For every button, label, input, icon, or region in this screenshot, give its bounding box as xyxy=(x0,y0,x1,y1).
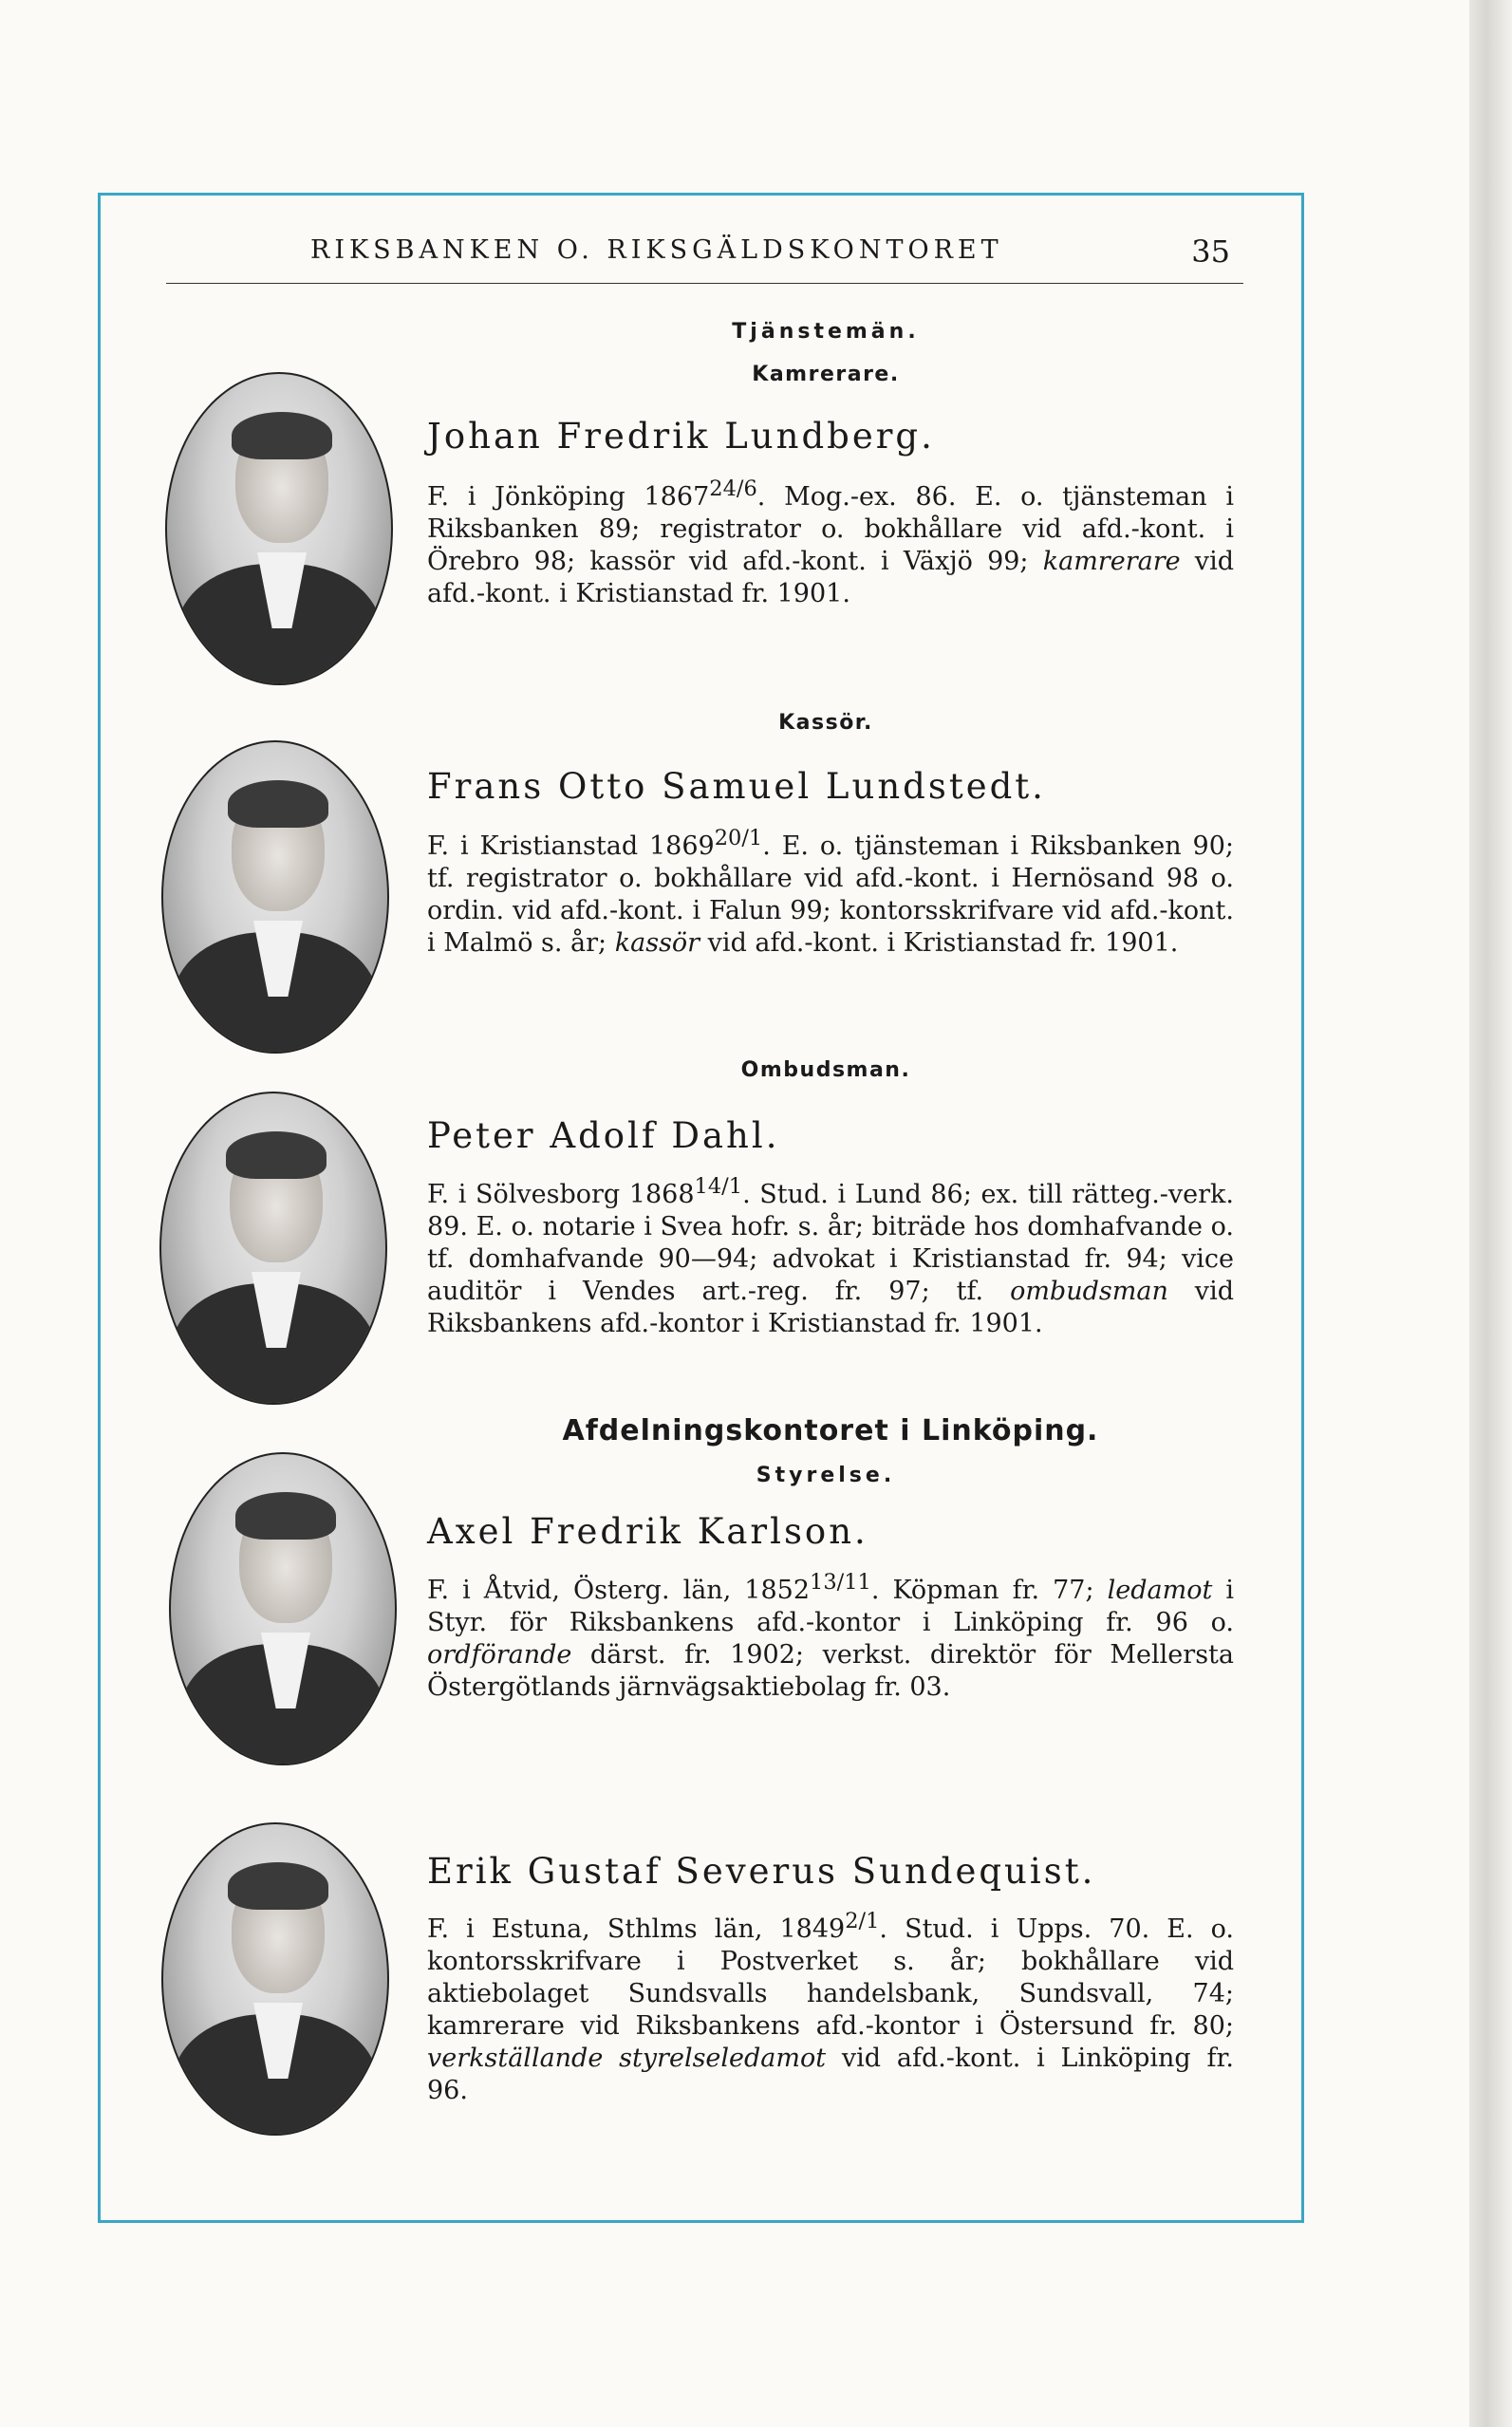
entry-name: Johan Fredrik Lundberg. xyxy=(427,416,935,457)
section-heading-tjanstemän: Tjänstemän. xyxy=(732,320,920,344)
portrait-lundberg xyxy=(165,372,393,685)
running-title: RIKSBANKEN O. RIKSGÄLDSKONTORET xyxy=(310,235,1003,265)
entry-name: Peter Adolf Dahl. xyxy=(427,1115,780,1156)
page-edge xyxy=(1469,0,1512,2427)
running-header xyxy=(166,228,1243,284)
subheading-ombudsman: Ombudsman. xyxy=(740,1058,911,1082)
section-heading-afdelning: Afdelningskontoret i Linköping. xyxy=(562,1414,1099,1447)
portrait-karlson xyxy=(169,1452,397,1765)
entry-bio: F. i Jönköping $1867^{24/6}$. Mog.-ex. 86. E. o. tjänsteman i Riksbanken 89; registrator o. bokhållare vid afd.-kont. i Örebro 98; kassör vid afd.-kont. i Växjö 99; kamrerare vid afd.-kont. i Kristianstad fr. 1901. xyxy=(427,476,1235,608)
entry-name: Axel Fredrik Karlson. xyxy=(427,1511,868,1552)
entry-name: Erik Gustaf Severus Sundequist. xyxy=(427,1851,1096,1892)
page-number: 35 xyxy=(1191,233,1230,270)
entry-bio: F. i Kristianstad $1869^{20/1}$. E. o. tjänsteman i Riksbanken 90; tf. registrator o. bokhållare vid afd.-kont. i Hernösand 98 o. ordin. vid afd.-kont. i Falun 99; kontorsskrifvare vid afd.-kont. i Malmö s. år; kassör vid afd.-kont. i Kristianstad fr. 1901. xyxy=(427,826,1234,958)
subheading-kassor: Kassör. xyxy=(778,711,873,735)
entry-bio: F. i Estuna, Sthlms län, $1849^{2/1}$. Stud. i Upps. 70. E. o. kontorsskrifvare i Postverket s. år; bokhållare vid aktiebolaget Sundsvalls handelsbank, Sundsvall, 74; kamrerare vid Riksbankens afd.-kontor i Östersund fr. 80; verkställande styrelseledamot vid afd.-kont. i Linköping fr. 96. xyxy=(427,1909,1235,2105)
subheading-kamrerare: Kamrerare. xyxy=(752,363,900,386)
entry-bio: F. i Sölvesborg $1868^{14/1}$. Stud. i Lund 86; ex. till rätteg.-verk. 89. E. o. notarie i Svea hofr. s. år; biträde hos domhafvande o. tf. domhafvande 90—94; advokat i Kristianstad fr. 94; vice auditör i Vendes art.-reg. fr. 97; tf. ombudsman vid Riksbankens afd.-kontor i Kristianstad fr. 1901. xyxy=(427,1174,1235,1338)
entry-bio: F. i Åtvid, Österg. län, $1852^{13/11}$. Köpman fr. 77; ledamot i Styr. för Riksbankens afd.-kontor i Linköping fr. 96 o. ordförande därst. fr. 1902; verkst. direktör för Mellersta Östergötlands järnvägsaktiebolag fr. 03. xyxy=(427,1570,1234,1702)
portrait-dahl xyxy=(159,1092,387,1405)
subheading-styrelse: Styrelse. xyxy=(756,1464,896,1487)
portrait-lundstedt xyxy=(161,740,389,1054)
entry-name: Frans Otto Samuel Lundstedt. xyxy=(427,766,1046,807)
portrait-sundequist xyxy=(161,1822,389,2136)
